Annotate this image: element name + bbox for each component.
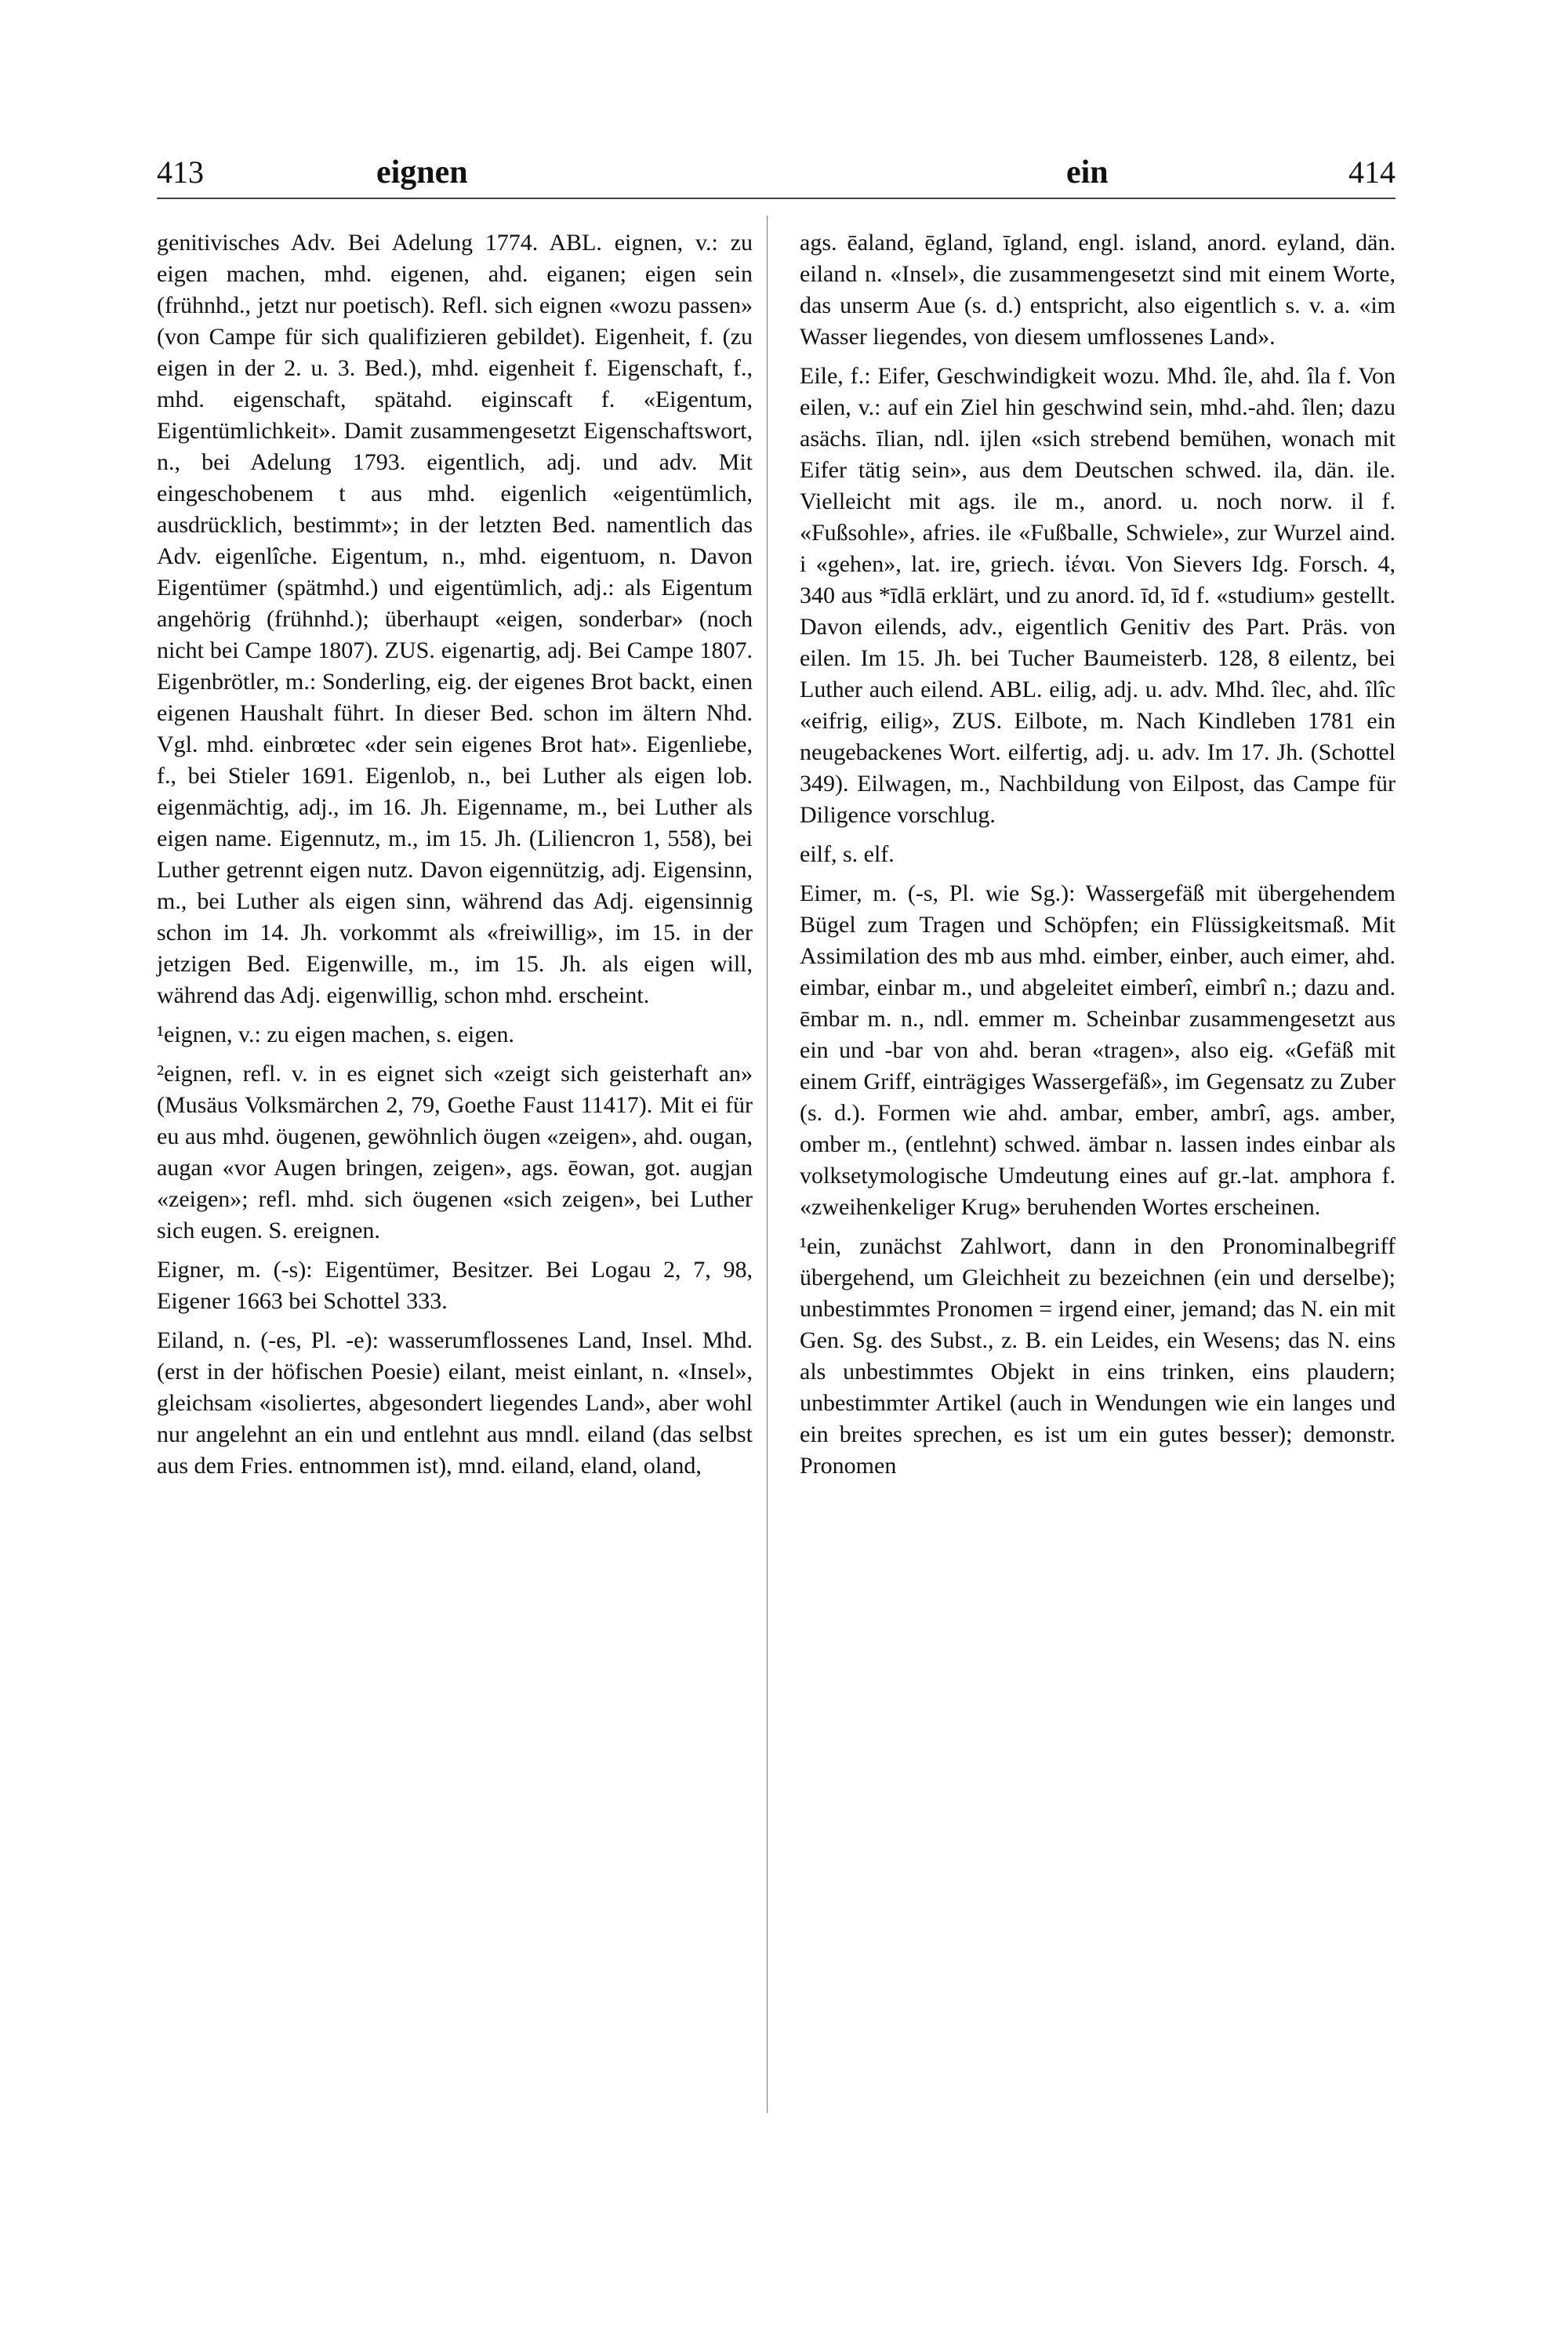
entry-eile: Eile, f.: Eifer, Geschwindigkeit wozu. Mhd. île, ahd. îla f. Von eilen, v.: auf ein Ziel hin geschwind sein, mhd.-ahd. îlen; dazu asächs. īlian, ndl. ijlen «sich strebend bemühen, wonach mit Eifer tätig sein», aus dem Deutschen schwed. ila, dän. ile. Vielleicht mit ags. ile m., anord. u. noch norw. il f. «Fußsohle», afries. ile «Fußballe, Schwiele», zur Wurzel aind. i «gehen», lat. ire, griech. ἰέναι. Von Sievers Idg. Forsch. 4, 340 aus *īdlā erklärt, und zu anord. īd, īd f. «studium» gestellt. Davon eilends, adv., eigentlich Genitiv des Part. Präs. von eilen. Im 15. Jh. bei Tucher Baumeisterb. 128, 8 eilentz, bei Luther auch eilend. ABL. eilig, adj. u. adv. Mhd. îlec, ahd. îlîc «eifrig, eilig», ZUS. Eilbote, m. Nach Kindleben 1781 ein neugebackenes Wort. eilfertig, adj. u. adv. Im 17. Jh. (Schottel 349). Eilwagen, m., Nachbildung von Eilpost, das Campe für Diligence vorschlug.	[800, 363, 1396, 828]
entry-eignen-1: ¹eignen, v.: zu eigen machen, s. eigen.	[157, 1022, 515, 1047]
entry-eigner: Eigner, m. (-s): Eigentümer, Besitzer. Bei Logau 2, 7, 98, Eigener 1663 bei Schottel 333.	[157, 1257, 753, 1314]
entry-ein-1: ¹ein, zunächst Zahlwort, dann in den Pronominalbegriff übergehend, um Gleichheit zu bezeichnen (ein und derselbe); unbestimmtes Pronomen = irgend einer, jemand; das N. ein mit Gen. Sg. des Subst., z. B. ein Leides, ein Wesens; das N. eins als unbestimmtes Objekt in eins trinken, eins plaudern; unbestimmter Artikel (auch in Wendungen wie ein langes und ein breites sprechen, es ist um ein gutes besser); demonstr. Pronomen	[800, 1233, 1396, 1479]
running-headword-right: ein	[1066, 154, 1109, 191]
column-divider	[767, 216, 768, 2113]
running-headword-left: eignen	[376, 154, 468, 191]
entry-eiland-continued: ags. ēaland, ēgland, īgland, engl. island, anord. eyland, dän. eiland n. «Insel», die zusammengesetzt sind mit einem Worte, das unserm Aue (s. d.) entspricht, also eigentlich s. v. a. «im Wasser liegendes, von diesem umflossenes Land».	[800, 230, 1396, 350]
left-column	[157, 227, 753, 1490]
entry-eigen-continued: genitivisches Adv. Bei Adelung 1774. ABL. eignen, v.: zu eigen machen, mhd. eigenen, ahd. eiganen; eigen sein (frühnhd., jetzt nur poetisch). Refl. sich eignen «wozu passen» (von Campe für sich qualifizieren gebildet). Eigenheit, f. (zu eigen in der 2. u. 3. Bed.), mhd. eigenheit f. Eigenschaft, f., mhd. eigenschaft, spätahd. eiginscaft f. «Eigentum, Eigentümlichkeit». Damit zusammengesetzt Eigenschaftswort, n., bei Adelung 1793. eigentlich, adj. und adv. Mit eingeschobenem t aus mhd. eigenlich «eigentümlich, ausdrücklich, bestimmt»; in der letzten Bed. namentlich das Adv. eigenlîche. Eigentum, n., mhd. eigentuom, n. Davon Eigentümer (spätmhd.) und eigentümlich, adj.: als Eigentum angehörig (frühnhd.); überhaupt «eigen, sonderbar» (noch nicht bei Campe 1807). ZUS. eigenartig, adj. Bei Campe 1807. Eigenbrötler, m.: Sonderling, eig. der eigenes Brot backt, einen eigenen Haushalt führt. In dieser Bed. schon im ältern Nhd. Vgl. mhd. einbrœtec «der sein eigenes Brot hat». Eigenliebe, f., bei Stieler 1691. Eigenlob, n., bei Luther als eigen lob. eigenmächtig, adj., im 16. Jh. Eigenname, m., bei Luther als eigen name. Eigennutz, m., im 15. Jh. (Liliencron 1, 558), bei Luther getrennt eigen nutz. Davon eigennützig, adj. Eigensinn, m., bei Luther als eigen sinn, während das Adj. eigensinnig schon im 14. Jh. vorkommt als «freiwillig», im 15. in der jetzigen Bed. Eigenwille, m., im 15. Jh. als eigen will, während das Adj. eigenwillig, schon mhd. erscheint.	[157, 230, 753, 1008]
entry-eiland: Eiland, n. (-es, Pl. -e): wasserumflossenes Land, Insel. Mhd. (erst in der höfischen Poesie) eilant, meist einlant, n. «Insel», gleichsam «isoliertes, abgesondert liegendes Land», aber wohl nur angelehnt an ein und entlehnt aus mndl. eiland (das selbst aus dem Fries. entnommen ist), mnd. eiland, eland, oland,	[157, 1327, 753, 1479]
page-header	[157, 154, 1396, 198]
entry-eignen-2: ²eignen, refl. v. in es eignet sich «zeigt sich geisterhaft an» (Musäus Volksmärchen 2, 79, Goethe Faust 11417). Mit ei für eu aus mhd. öugenen, gewöhnlich öugen «zeigen», ahd. ougan, augan «vor Augen bringen, zeigen», ags. ēowan, got. augjan «zeigen»; refl. mhd. sich öugenen «sich zeigen», bei Luther sich eugen. S. ereignen.	[157, 1061, 753, 1243]
entry-eimer: Eimer, m. (-s, Pl. wie Sg.): Wassergefäß mit übergehendem Bügel zum Tragen und Schöpfen; ein Flüssigkeitsmaß. Mit Assimilation des mb aus mhd. eimber, einber, auch eimer, ahd. eimbar, einbar m., und abgeleitet eimberî, eimbrî n.; dazu and. ēmbar m. n., ndl. emmer m. Scheinbar zusammengesetzt aus ein und -bar von ahd. beran «tragen», also eig. «Gefäß mit einem Griff, einträgiges Wassergefäß», im Gegensatz zu Zuber (s. d.). Formen wie ahd. ambar, ember, ambrî, ags. amber, omber m., (entlehnt) schwed. ämbar n. lassen indes einbar als volksetymologische Umdeutung eines auf gr.-lat. amphora f. «zweihenkeliger Krug» beruhenden Wortes erscheinen.	[800, 880, 1396, 1220]
entry-eilf: eilf, s. elf.	[800, 841, 895, 867]
header-rule	[157, 198, 1396, 199]
page-number-right: 414	[1348, 154, 1396, 190]
page-number-left: 413	[157, 154, 204, 190]
right-column	[800, 227, 1396, 1490]
